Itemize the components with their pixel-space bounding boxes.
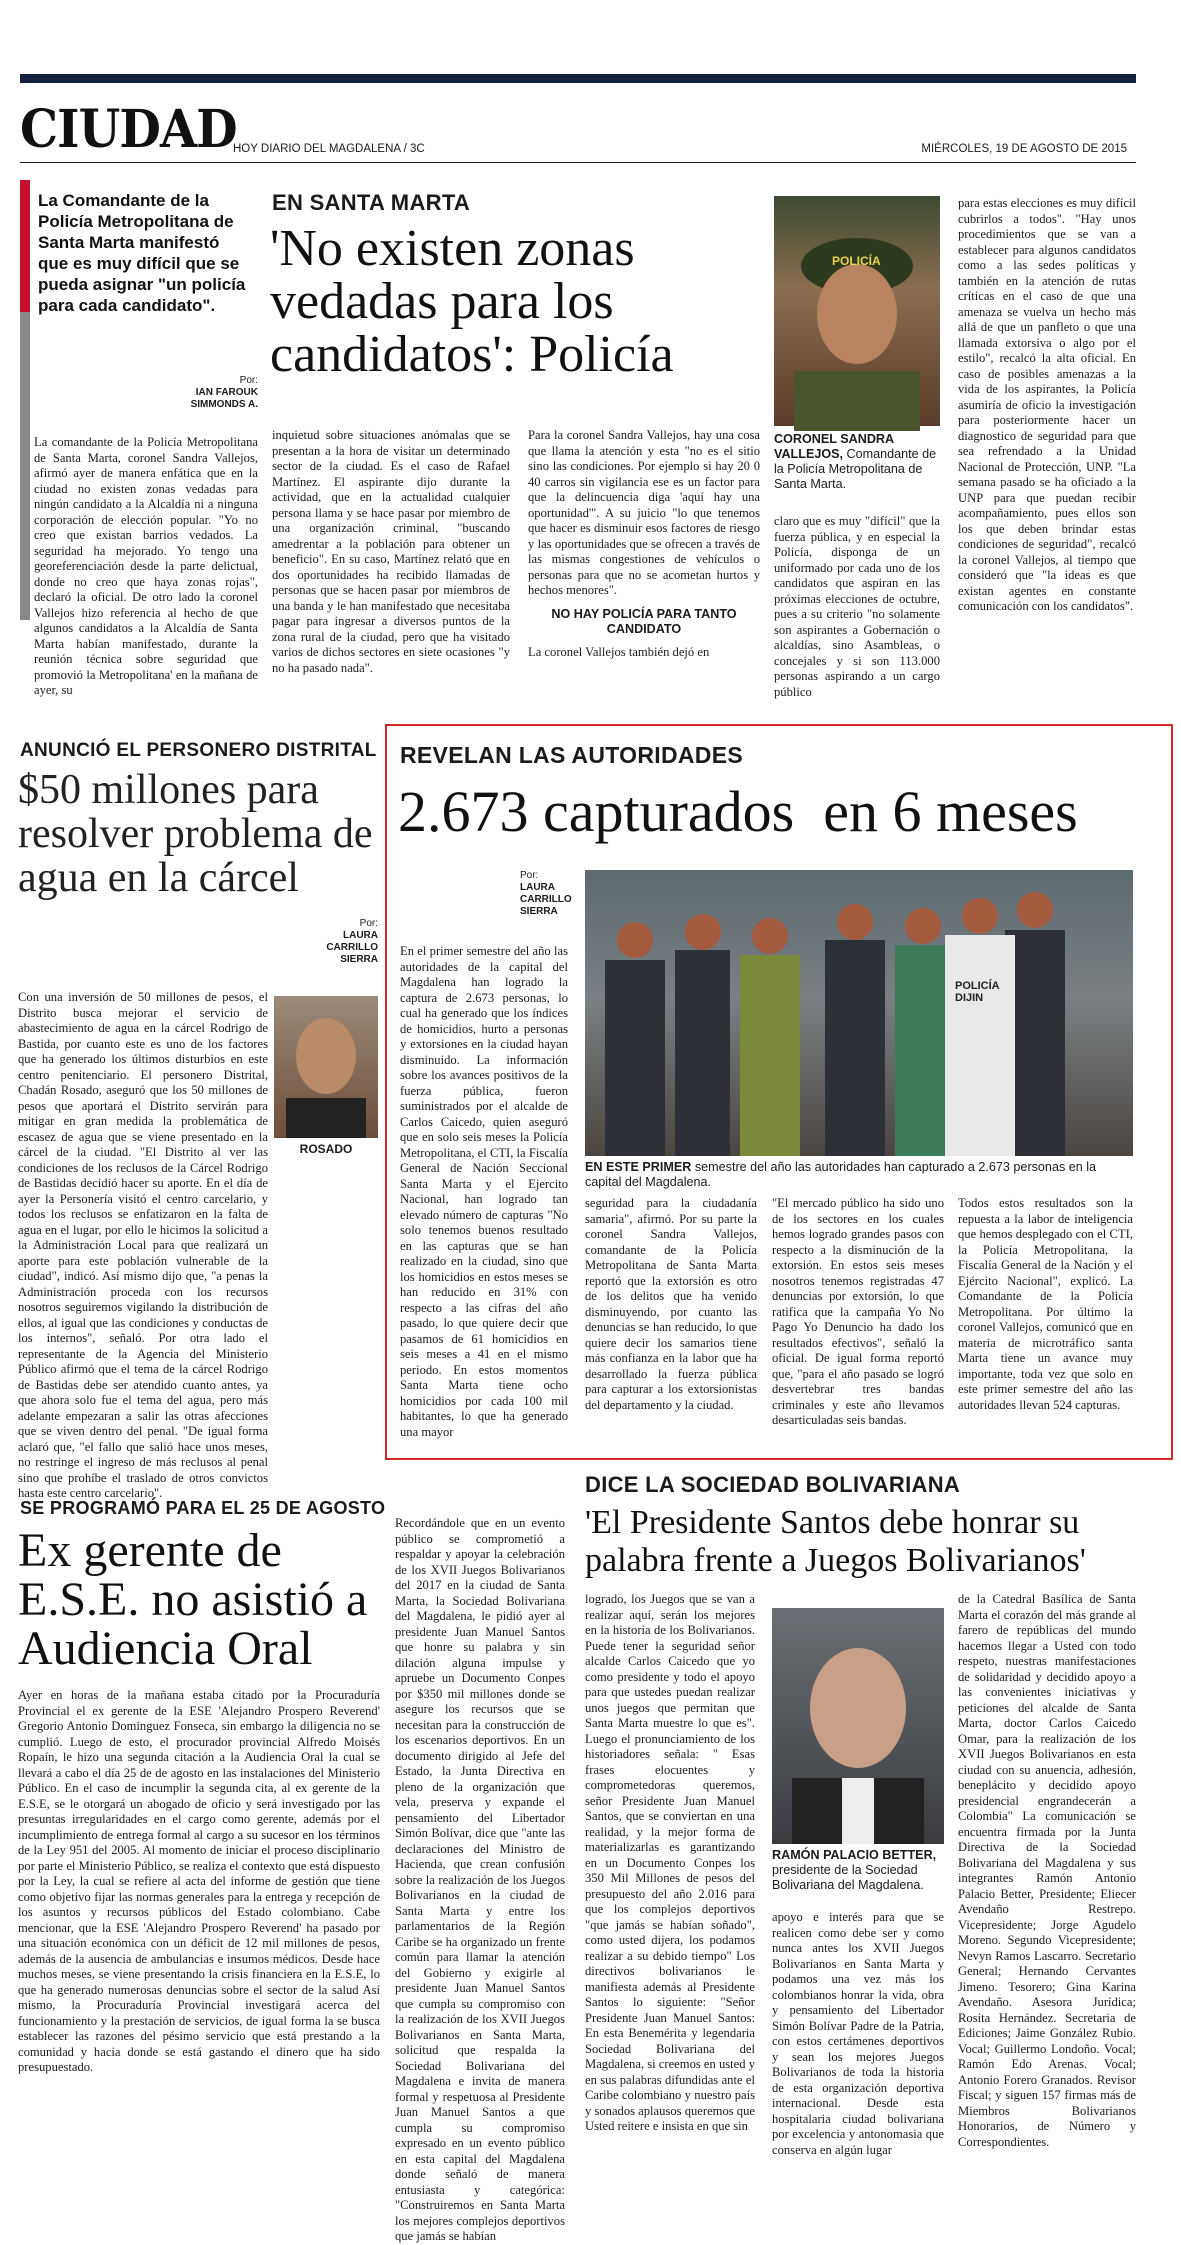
palacio-photo xyxy=(772,1608,944,1844)
pullquote: La Comandante de la Policía Metropolitana de Santa Marta manifestó que es muy difícil que se pueda asignar "un policía para cada candidato". xyxy=(38,191,246,315)
rosado-photo xyxy=(274,996,378,1138)
vest-text: POLICÍA DIJIN xyxy=(955,980,1000,1004)
story4-kicker: SE PROGRAMÓ PARA EL 25 DE AGOSTO xyxy=(20,1498,386,1518)
story3-col2: seguridad para la ciudadanía samaria", afirmó. Por su parte la coronel Sandra Vallejos, comandante de la Policía Metropolitana de Santa Marta reportó que la extorsión es otro de los delitos que ha venido disminuyendo, por cuanto las denuncias se han reducido, lo que quiere decir los samarios tiene más confianza en la labor que ha desarrollado la fuerza pública para capturar a los extorsionistas del departamento y la ciudad. xyxy=(585,1196,757,1412)
pullquote-bar xyxy=(20,180,30,620)
caption-text: semestre del año las autoridades han capturado a 2.673 personas en la capital del Magdalena. xyxy=(585,1160,1097,1189)
coronel-caption xyxy=(774,432,940,492)
top-rule xyxy=(20,74,1136,83)
story2-text: Con una inversión de 50 millones de pesos, el Distrito busca mejorar el servicio de abastecimiento de agua en la cárcel Rodrigo de Bastida, por cuanto este es uno de los factores que ha generado los últimos disturbios en este centro penitenciario. El personero Distrital, Chadán Rosado, aseguró que los 50 millones de pesos que aportará el Distrito servirán para mitigar en gran medida la problemática de escasez de agua que se viene presentado en la cárcel de la ciudad. "El Distrito al ver las condiciones de los reclusos de la Cárcel Rodrigo de Bastidas decidió hacer su aporte. En el día de ayer la Personería visitó el centro carcelario, y todos los reclusos se enfatizaron en la falta de agua en el lugar, por ello le hicimos la solicitud a la Administración Local para que realizará un aporte para este población vulnerable de la ciudad", indicó. Así mismo dijo que, "a penas la Administración proceda con los recursos nosotros seguiremos vigilando la distribución de ellos, al igual que las condiciones y conductas de los internos", señaló. Por otra lado el representante de la Agencia del Ministerio Público afirmó que el tema de la cárcel Rodrigo de Bastidas debe ser atendido cuanto antes, ya que ahora solo fue el tema del agua, pero más adelante empezaran a salir las otras afecciones que se viven dentro del penal. "De igual forma aclaró que, "el fallo que salió hace unos meses, no restringe el ingreso de más reclusos al penal sino que prohíbe el traslado de otros convictos hasta este centro carcelario". xyxy=(18,990,268,1500)
byline: Por: IAN FAROUK SIMMONDS A. xyxy=(190,375,258,410)
caption-bold: EN ESTE PRIMER xyxy=(585,1160,692,1174)
portrait-icon xyxy=(774,196,940,426)
story5-kicker: DICE LA SOCIEDAD BOLIVARIANA xyxy=(585,1472,961,1497)
caption-name: CORONEL SANDRA VALLEJOS, xyxy=(774,432,894,461)
story1-col1: La comandante de la Policía Metropolitana de Santa Marta, coronel Sandra Vallejos, afirmó ayer de manera enfática que en la ciudad no existen zonas vedadas para ningún candidato a la Alcaldía ni a ninguna corporación de elección popular. "Yo no creo que existan barrios vedados. La seguridad ha mejorado. Yo tengo una georeferenciación desde la parte delictual, donde no creo que haya zonas rojas", declaró la oficial. De otro lado la coronel Vallejos hizo referencia al hecho de que algunos candidatos a la Alcaldía de Santa Marta habían manifestado, durante la reunión técnica sobre seguridad que promovió la Metropolitana' en la mañana de ayer, su xyxy=(34,435,258,697)
story4-headline: Ex gerente de E.S.E. no asistió a Audiencia Oral xyxy=(18,1524,368,1675)
caption-name: RAMÓN PALACIO BETTER, xyxy=(772,1848,937,1862)
story3-col3: "El mercado público ha sido uno de los sectores en los cuales hemos logrado grandes pasos con respecto a la disminución de la extorsión. En estos seis meses nosotros tenemos registradas 47 denuncias por extorsión, lo que ratifica que la campaña Yo No Pago Yo Denuncio ha dado los resultados efectivos", señaló la oficial. De igual forma reportó que, "para el año pasado se logró desvertebrar tres bandas criminales y este año llevamos desarticuladas seis bandas. xyxy=(772,1196,944,1427)
story5-col4: de la Catedral Basílica de Santa Marta el corazón del más grande al farero de repúblicas del mundo hacemos llegar a Usted con todo respeto, nuestras manifestaciones de solidaridad y decidido apoyo a las convenientes iniciativas y peticiones del alcalde de Santa Marta, doctor Carlos Caicedo Omar, para la realización de los XVII Juegos Bolivarianos en esta ciudad con su anuencia, adhesión, beneplácito y decidido apoyo presidencial engrandecerán a Colombia" La comunicación se encuentra firmada por la Junta Directiva de la Sociedad Bolivariana del Magdalena y sus integrantes Ramón Antonio Palacio Better, Presidente; Eliecer Avendaño Restrepo. Vicepresidente; Jorge Agudelo Moreno. Segundo Vicepresidente; Nevyn Ramos Lascarro. Secretario General; Hernando Cervantes Jimeno. Tesorero; Gina Karina Avendaño. Asesora Jurídica; Rosita Hernández. Secretaria de Ediciones; Jaime González Rubio. Vocal; Guillermo Londoño. Vocal; Ramón Edo Arenas. Vocal; Antonio Forero Granados. Revisor Fiscal; y siguen 157 firmas más de Miembros Bolivarianos Honorarios, de Número y Correspondientes. xyxy=(958,1592,1136,2149)
story5-col3: apoyo e interés para que se realicen como debe ser y como nunca antes los XVII Juegos Bolivarianos en Santa Marta y podamos una vez más los colombianos honrar la vida, obra y pensamiento del Libertador Simón Bolívar Padre de la Patria, con estos certámenes deportivos y sean los mejores Juegos Bolivarianos de toda la historia de esta organización deportiva internacional. Desde esta hospitalaria ciudad bolivariana por excelencia y antonomasia que conserva en algún lugar xyxy=(772,1910,944,2157)
story3-col4: Todos estos resultados son la repuesta a la labor de inteligencia que hemos desplegado con el CTI, la Policía Metropolitana, la Fiscalía General de la Nación y el Ejército Nacional", explicó. La Comandante de la Policía Metropolitana. Por último la coronel Vallejos, comunicó que en materia de microtráfico santa Marta tiene un avance muy importante, toda vez que solo en este primer semestre del año las autoridades llevan 524 capturas. xyxy=(958,1196,1133,1412)
cap-text: POLICÍA xyxy=(832,254,881,268)
story3-col1: En el primer semestre del año las autoridades de la capital del Magdalena han logrado la captura de 2.673 personas, lo cual ha generado que los índices de homicidios, hurto a personas y extorsiones en la ciudad hayan disminuido. La información sobre los avances positivos de la fuerza pública, fueron suministrados por el alcalde de Carlos Caicedo, quien aseguró que en solo seis meses la Policía Metropolitana, el CTI, la Fiscalía General de Nación Seccional Santa Marta y el Ejercito Nacional, han logrado tan elevado número de capturas "No solo tenemos buenos resultado en las capturas que se han realizado en la ciudad, sino que los homicidios en estos meses se han reducido en 31% con respecto a las cifras del año pasado, lo que quiere decir que pasamos de 61 homicidios en seis meses a 41 en el mismo periodo. En estos momentos Santa Marta tiene ocho homicidios por cada 100 mil habitantes, lo que ha generado una mayor xyxy=(400,944,568,1439)
story1-col3-wrap xyxy=(528,428,760,660)
story2-byline: Por: LAURA CARRILLO SIERRA xyxy=(326,918,378,965)
story4-text: Ayer en horas de la mañana estaba citado por la Procuraduría Provincial el ex gerente de la ESE 'Alejandro Prospero Reverend' Gregorio Antonio Domínguez Fonseca, sin embargo la diligencia no se cumplió. Luego de esto, el procurador provincial Alfredo Moisés Ropaín, le hizo una segunda citación a la Audiencia Oral la cual se llevará a cabo el día 25 de de agosto en las instalaciones del Ministerio Público. En el caso de incumplir la segunda cita, al ex gerente de la E.S.E, se le otorgará un abogado de oficio y será investigado por las presuntas irregularidades en el cargo como gerente, además por el incumplimiento de entrega formal al cargo a su sucesor en los términos de la Ley 951 del 2005. Al momento de iniciar el proceso disciplinario por parte el Ministerio Público, se realiza el contexto que está dispuesto por la Ley, la cual se refiere al acta del informe de gestión que tiene como objetivo fijar las normas generales para la entrega y recepción de los asuntos y recursos públicos del Estado colombiano. Cabe mencionar, que la ESE 'Alejandro Prospero Reverend' ha pasado por una situación económica con un déficit de 12 mil millones de pesos, además de la ausencia de ambulancias e insumos médicos. Desde hace muchos meses, se viene presentando la crisis financiera en la E.S.E, lo que ha generado numerosas denuncias sobre el sector de la salud Así mismo, la Procuraduría Provincial investigará acerca del funcionamiento y la prestación de servicios, de igual forma la se busca establecer las razones del pésimo servicio que está prestando a la comunidad y hacia donde se está gastando el dinero que ha sido presupuestado. xyxy=(18,1688,380,2074)
story1-col4: claro que es muy "difícil" que la fuerza pública, y en especial la Policía, disponga de un uniformado por cada uno de los candidatos que aspiran en las próximas elecciones de octubre, pues a su criterio "no solamente son aspirantes a Gobernación o alcaldías, sino Asambleas, o concejales y si son 113.000 personas aspirando a un cargo público xyxy=(774,514,940,699)
story5-col1: Recordándole que en un evento público se comprometió a respaldar y apoyar la celebración de los XVII Juegos Bolivarianos del 2017 en la ciudad de Santa Marta, la Sociedad Bolivariana del Magdalena, le pidió ayer al presidente Juan Manuel Santos que honre su palabra y sin dilación alguna impulse y apruebe un Documento Conpes por $350 mil millones donde se asegure los recursos que se necesitan para la construcción de los escenarios deportivos. En un documento dirigido al Jefe del Estado, la Junta Directiva en pleno de la organización que vela, preserva y expande el pensamiento del Libertador Simón Bolívar, dice que "ante las declaraciones del Ministro de Hacienda, que crean confusión sobre la realización de los Juegos Bolivarianos en la ciudad de Santa Marta y entre los parlamentarios de la Región Caribe se ha organizado un frente común para llamar la atención del Gobierno y exigirle al presidente Juan Manuel Santos que cumpla su compromiso con la realización de los XVII Juegos Bolivarianos en Santa Marta, solicitud que respalda la Sociedad Bolivariana del Magdalena e invita de manera formal y respetuosa al Presidente Juan Manuel Santos a que cumpla su compromiso expresado en un evento público en esta capital del Magdalena donde señaló de manera entusiasta y categórica: "Construiremos en Santa Marta los mejores complejos deportivos que jamás se habían xyxy=(395,1516,565,2243)
section-title: CIUDAD xyxy=(20,99,237,160)
crowd-icon xyxy=(585,870,1133,1156)
caption-text: Comandante de la Policía Metropolitana de Santa Marta. xyxy=(774,447,937,491)
story1-col3b: La coronel Vallejos también dejó en xyxy=(528,644,710,659)
story1-col5: para estas elecciones es muy difícil cubrirlos a todos". "Hay unos procedimientos que se van a establecer para algunos candidatos como a las sedes políticas y también en la atención de rutas críticas en el caso de que una amenaza se vuelva un hecho más allá de que un panfleto o que una llamada extorsiva o algo por el estilo", recalcó la alta oficial. En caso de posibles amenazas a la vida de los aspirantes, la Policía asumiría de oficio la investigación para posteriormente hacer un diagnostico de seguridad para que sea refrendado a la Unidad Nacional de Protección, UNP. "La semana pasado se ha oficiado a la UNP para que puedan recibir acompañamiento, pues ellos son los que deben brindar estas condiciones de seguridad", recalcó la coronel Vallejos, al tiempo que consideró que "la ideas es que existan agentes en constante comunicación con los candidatos". xyxy=(958,196,1136,613)
story1-col2: inquietud sobre situaciones anómalas que se presentan a la hora de visitar un determinado sector de la ciudad. Es el caso de Rafael Martínez. El aspirante dijo durante la actividad, que en la actualidad cualquier persona llama y se hace pasar por miembro de una organización criminal, "buscando amedrentar a la población para obtener un beneficio". En su caso, Martínez relató que en dos oportunidades ha recibido llamadas de personas que se hacen pasar por miembros de una banda y le han manifestado que necesitaba pagar para ingresar a diversos puntos de la zona rural de la ciudad, pero que ha visitado varios de dichos sectores en siete ocasiones "y no ha pasado nada". xyxy=(272,428,510,675)
masthead-rule xyxy=(20,162,1136,163)
story1-headline: 'No existen zonas vedadas para los candidatos': Policía xyxy=(270,220,674,384)
caption-text: presidente de la Sociedad Bolivariana del Magdalena. xyxy=(772,1863,924,1892)
story3-kicker: REVELAN LAS AUTORIDADES xyxy=(400,742,743,768)
story3-headline: 2.673 capturados en 6 meses xyxy=(398,779,1078,844)
story1-kicker: EN SANTA MARTA xyxy=(272,190,471,215)
story3-byline: Por: LAURA CARRILLO SIERRA xyxy=(520,870,572,917)
story1-subhead: NO HAY POLICÍA PARA TANTO CANDIDATO xyxy=(551,606,737,636)
story2-headline: $50 millones para resolver problema de agua en la cárcel xyxy=(18,767,373,901)
coronel-photo xyxy=(774,196,940,426)
story2-kicker: ANUNCIÓ EL PERSONERO DISTRITAL xyxy=(20,740,377,761)
captured-photo xyxy=(585,870,1133,1156)
palacio-caption xyxy=(772,1848,944,1893)
rosado-label: ROSADO xyxy=(299,1142,353,1156)
paper-page: HOY DIARIO DEL MAGDALENA / 3C xyxy=(233,143,425,155)
story5-headline: 'El Presidente Santos debe honrar su palabra frente a Juegos Bolivarianos' xyxy=(585,1504,1086,1579)
captured-caption xyxy=(585,1160,1133,1190)
story5-col2: logrado, los Juegos que se van a realizar aquí, serán los mejores en la historia de los Bolivarianos. Puede tener la seguridad señor alcalde Carlos Caicedo que yo como presidente y todo el apoyo para que ustedes puedan realizar unos juegos que permitan que Santa Marta muestre lo que es". Luego el pronunciamiento de los historiadores señala: " Esas frases elocuentes y comprometedoras queremos, señor Presidente Juan Manuel Santos, que se conviertan en una realidad, y la mejor forma de materializarlas es garantizando en un Documento Conpes los 350 Mil Millones de pesos del presupuesto del año 2.016 para que los complejos deportivos "que jamás se habían soñado", como usted dijera, los podamos realizar a su debido tiempo" Los directivos bolivarianos le manifiesta además al Presidente Santos lo siguiente: "Señor Presidente Juan Manuel Santos: En esta Benemérita y legendaria Sociedad Bolivariana del Magdalena, si creemos en usted y en sus palabras difundidas ante el Caribe colombiano y nuestro país y sonados aplausos queremos que Usted reitere e insista en que sin xyxy=(585,1592,755,2133)
story1-col3: Para la coronel Sandra Vallejos, hay una cosa que llama la atención y esta "no es el sitio sino las condiciones. Por ejemplo si hay 20 0 40 carros sin vigilancia ese es un factor para que la delincuencia diga 'aquí hay una oportunidad'". A su juicio "lo que tenemos que hacer es disminuir esos factores de riesgo y las oportunidades que se ofrecen a través de las mismas congestiones de vehículos o personas para que no se acometan hurtos y hechos menores". xyxy=(528,428,760,597)
issue-date: MIÉRCOLES, 19 DE AGOSTO DE 2015 xyxy=(921,143,1127,155)
